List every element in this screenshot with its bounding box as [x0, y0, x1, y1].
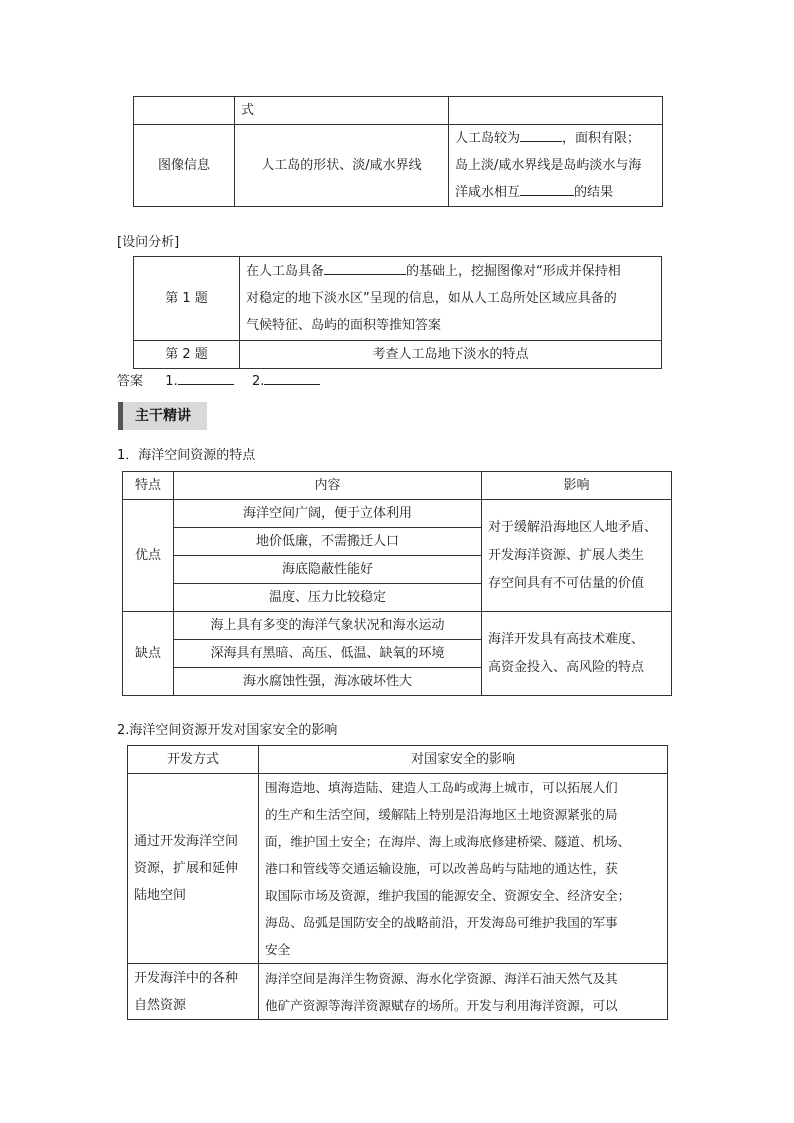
fill-blank[interactable]: [324, 260, 406, 275]
analysis-heading: [设问分析]: [117, 235, 180, 250]
part2-heading: 2.海洋空间资源开发对国家安全的影响: [117, 723, 338, 738]
fill-blank[interactable]: [520, 181, 574, 196]
header-effect: 影响: [482, 472, 672, 500]
fill-blank[interactable]: [520, 127, 562, 142]
header-method: 开发方式: [128, 746, 259, 774]
q1-label: 第 1 题: [134, 257, 240, 341]
security-table: [127, 745, 668, 1020]
ocean-space-table: [122, 471, 672, 696]
adv-item: 海洋空间广阔，便于立体利用: [174, 500, 482, 528]
row1-label: 通过开发海洋空间 资源，扩展和延伸 陆地空间: [128, 774, 259, 964]
row2-text: 海洋空间是海洋生物资源、海水化学资源、海洋石油天然气及其 他矿产资源等海洋资源赋存的场所。开发与利用海洋资源，可以: [259, 964, 668, 1020]
dis-item: 海上具有多变的海洋气象状况和海水运动: [174, 612, 482, 640]
answer-blank-2[interactable]: [264, 370, 320, 385]
answer-line: 答案 1. 2.: [117, 370, 320, 389]
answer-blank-1[interactable]: [178, 370, 234, 385]
dis-effect: 海洋开发具有高技术难度、 高资金投入、高风险的特点: [482, 612, 672, 696]
adv-label: 优点: [123, 500, 174, 612]
info-row2-right: 人工岛较为 ，面积有限； 岛上淡/咸水界线是岛屿淡水与海 洋咸水相互 的结果: [449, 125, 663, 207]
adv-item: 海底隐蔽性能好: [174, 556, 482, 584]
q2-text: 考查人工岛地下淡水的特点: [240, 341, 662, 369]
part1-heading: 1．海洋空间资源的特点: [117, 448, 256, 463]
info-row2-mid: 人工岛的形状、淡/咸水界线: [235, 125, 449, 207]
adv-item: 地价低廉，不需搬迁人口: [174, 528, 482, 556]
adv-effect: 对于缓解沿海地区人地矛盾、 开发海洋资源、扩展人类生 存空间具有不可估量的价值: [482, 500, 672, 612]
dis-label: 缺点: [123, 612, 174, 696]
dis-item: 深海具有黑暗、高压、低温、缺氧的环境: [174, 640, 482, 668]
q2-label: 第 2 题: [134, 341, 240, 369]
info-row1-label: [134, 97, 235, 125]
analysis-table: [133, 256, 662, 369]
dis-item: 海水腐蚀性强，海冰破坏性大: [174, 668, 482, 696]
row2-label: 开发海洋中的各种 自然资源: [128, 964, 259, 1020]
header-content: 内容: [174, 472, 482, 500]
q1-text: 在人工岛具备 的基础上，挖掘图像对“形成并保持相 对稳定的地下淡水区”呈现的信息，如从人工岛所处区域应具备的 气候特征、岛屿的面积等推知答案: [240, 257, 662, 341]
info-row1-mid: 式: [235, 97, 449, 125]
info-row2-label: 图像信息: [134, 125, 235, 207]
header-impact: 对国家安全的影响: [259, 746, 668, 774]
info-row1-right: [449, 97, 663, 125]
header-feature: 特点: [123, 472, 174, 500]
section-banner: 主干精讲: [118, 402, 207, 430]
info-table: [133, 96, 663, 207]
row1-text: 围海造地、填海造陆、建造人工岛屿或海上城市，可以拓展人们 的生产和生活空间，缓解陆上特别是沿海地区土地资源紧张的局 面，维护国土安全；在海岸、海上或海底修建桥梁、隧道、机场、 港口和管线等交通运输设施，可以改善岛屿与陆地的通达性，获 取国际市场及资源，维护我国的能源安全、资源安全、经济安全； 海岛、岛弧是国防安全的战略前沿，开发海岛可维护我国的军事 安全: [259, 774, 668, 964]
adv-item: 温度、压力比较稳定: [174, 584, 482, 612]
